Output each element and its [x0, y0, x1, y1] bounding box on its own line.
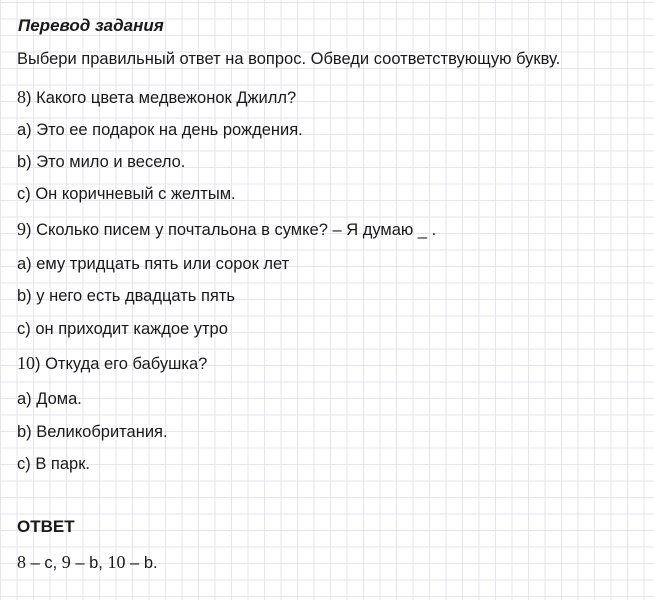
question-number: 9: [17, 219, 26, 239]
answer-choice: – b.: [125, 554, 158, 572]
answer-title: ОТВЕТ: [17, 517, 75, 536]
question-8: [17, 86, 296, 109]
question-9: [17, 218, 436, 241]
question-number: 10: [17, 353, 35, 373]
option-10a: a) Дома.: [17, 390, 82, 408]
question-text: ) Откуда его бабушка?: [35, 355, 208, 373]
answer-number: 10: [107, 552, 126, 572]
option-10c: c) В парк.: [17, 455, 91, 473]
option-8b: b) Это мило и весело.: [17, 153, 186, 171]
question-number: 8: [17, 87, 26, 107]
option-8a: a) Это ее подарок на день рождения.: [17, 121, 303, 139]
answer-number: 8: [17, 552, 26, 572]
question-10: [17, 352, 207, 375]
option-9c: c) он приходит каждое утро: [17, 320, 228, 338]
question-text: ) Сколько писем у почтальона в сумке? – Я думаю _ .: [26, 221, 437, 239]
answer-line: [17, 551, 158, 574]
answer-choice: – c,: [26, 554, 62, 572]
option-9a: a) ему тридцать пять или сорок лет: [17, 255, 290, 273]
task-heading: Перевод задания: [18, 16, 164, 35]
task-instruction: Выбери правильный ответ на вопрос. Обведи соответствующую букву.: [17, 50, 561, 68]
answer-choice: – b,: [70, 554, 108, 572]
option-8c: c) Он коричневый с желтым.: [17, 185, 236, 203]
question-text: ) Какого цвета медвежонок Джилл?: [26, 89, 297, 107]
option-10b: b) Великобритания.: [17, 423, 168, 441]
answer-number: 9: [61, 552, 71, 572]
option-9b: b) у него есть двадцать пять: [17, 287, 235, 305]
